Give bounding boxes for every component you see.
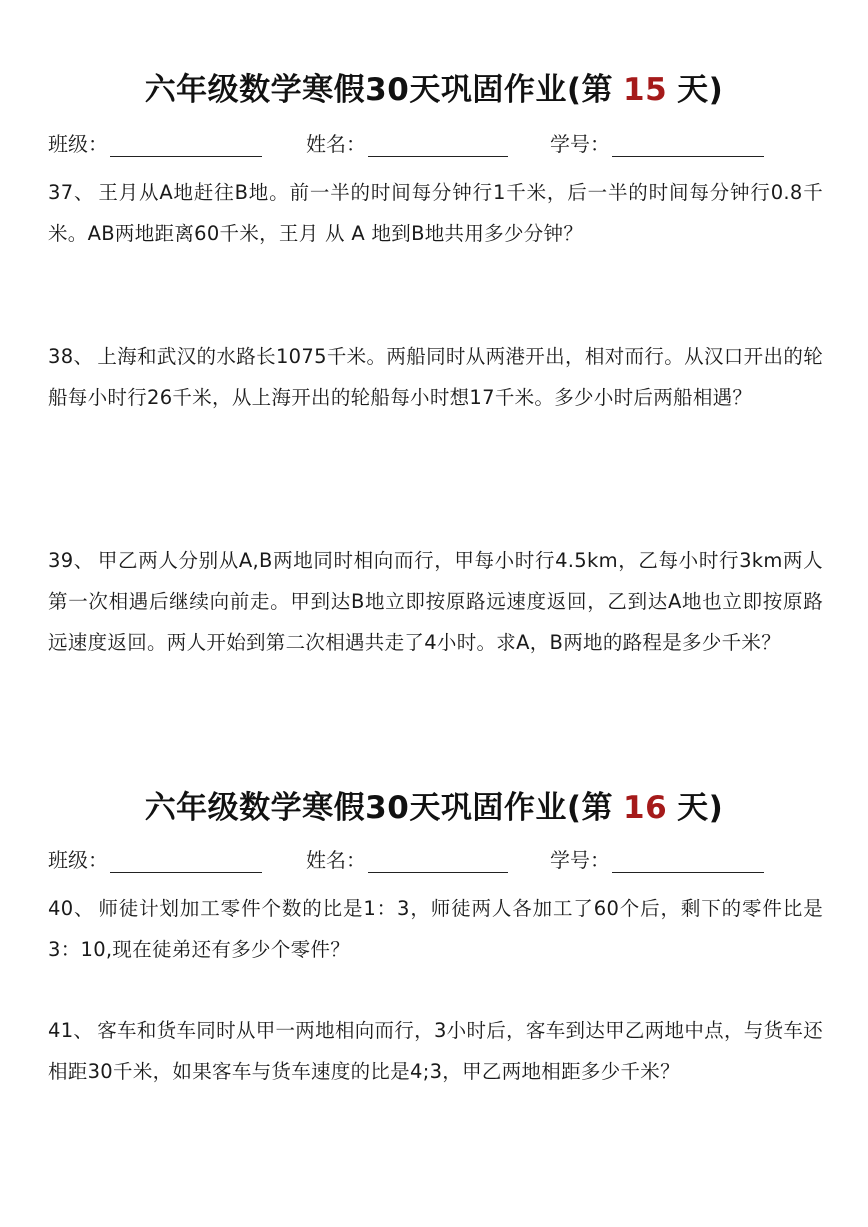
title-suffix: 天) [677, 790, 724, 826]
name-label: 姓名： [306, 848, 366, 872]
name-blank[interactable] [368, 134, 508, 157]
question-number: 40、 [48, 897, 95, 920]
class-field [48, 128, 262, 157]
name-blank[interactable] [368, 850, 508, 873]
question-text: 师徒计划加工零件个数的比是1：3，师徒两人各加工了60个后，剩下的零件比是3：10,现在徒弟还有多少个零件？ [48, 897, 823, 961]
question-number: 37、 [48, 181, 95, 204]
page-title-day-16 [0, 782, 868, 827]
class-blank[interactable] [110, 134, 262, 157]
class-field [48, 844, 262, 873]
question-text: 上海和武汉的水路长1075千米。两船同时从两港开出，相对而行。从汉口开出的轮船每小时行26千米，从上海开出的轮船每小时想17千米。多少小时后两船相遇？ [48, 345, 823, 409]
question-41 [48, 1010, 823, 1092]
question-39 [48, 540, 823, 663]
id-blank[interactable] [612, 850, 764, 873]
class-label: 班级： [48, 132, 108, 156]
page-title-day-15 [0, 64, 868, 109]
question-38 [48, 336, 823, 418]
id-blank[interactable] [612, 134, 764, 157]
question-text: 甲乙两人分别从A,B两地同时相向而行，甲每小时行4.5km，乙每小时行3km两人第一次相遇后继续向前走。甲到达B地立即按原路远速度返回，乙到达A地也立即按原路远速度返回。两人开始到第二次相遇共走了4小时。求A，B两地的路程是多少千米？ [48, 549, 823, 654]
question-number: 38、 [48, 345, 94, 368]
day-number: 16 [623, 790, 668, 826]
question-number: 41、 [48, 1019, 94, 1042]
id-label: 学号： [550, 848, 610, 872]
title-prefix: 六年级数学寒假30天巩固作业(第 [144, 790, 613, 826]
name-label: 姓名： [306, 132, 366, 156]
student-info-row [48, 128, 828, 158]
question-text: 客车和货车同时从甲一两地相向而行，3小时后，客车到达甲乙两地中点，与货车还相距30千米，如果客车与货车速度的比是4;3，甲乙两地相距多少千米？ [48, 1019, 823, 1083]
question-40 [48, 888, 823, 970]
student-info-row [48, 844, 828, 874]
name-field [306, 128, 508, 157]
day-number: 15 [623, 72, 668, 108]
question-37 [48, 172, 823, 254]
class-blank[interactable] [110, 850, 262, 873]
id-field [550, 128, 764, 157]
id-label: 学号： [550, 132, 610, 156]
question-number: 39、 [48, 549, 94, 572]
class-label: 班级： [48, 848, 108, 872]
id-field [550, 844, 764, 873]
title-prefix: 六年级数学寒假30天巩固作业(第 [144, 72, 613, 108]
name-field [306, 844, 508, 873]
question-text: 王月从A地赶往B地。前一半的时间每分钟行1千米，后一半的时间每分钟行0.8千米。AB两地距离60千米，王月 从 A 地到B地共用多少分钟？ [48, 181, 823, 245]
title-suffix: 天) [677, 72, 724, 108]
